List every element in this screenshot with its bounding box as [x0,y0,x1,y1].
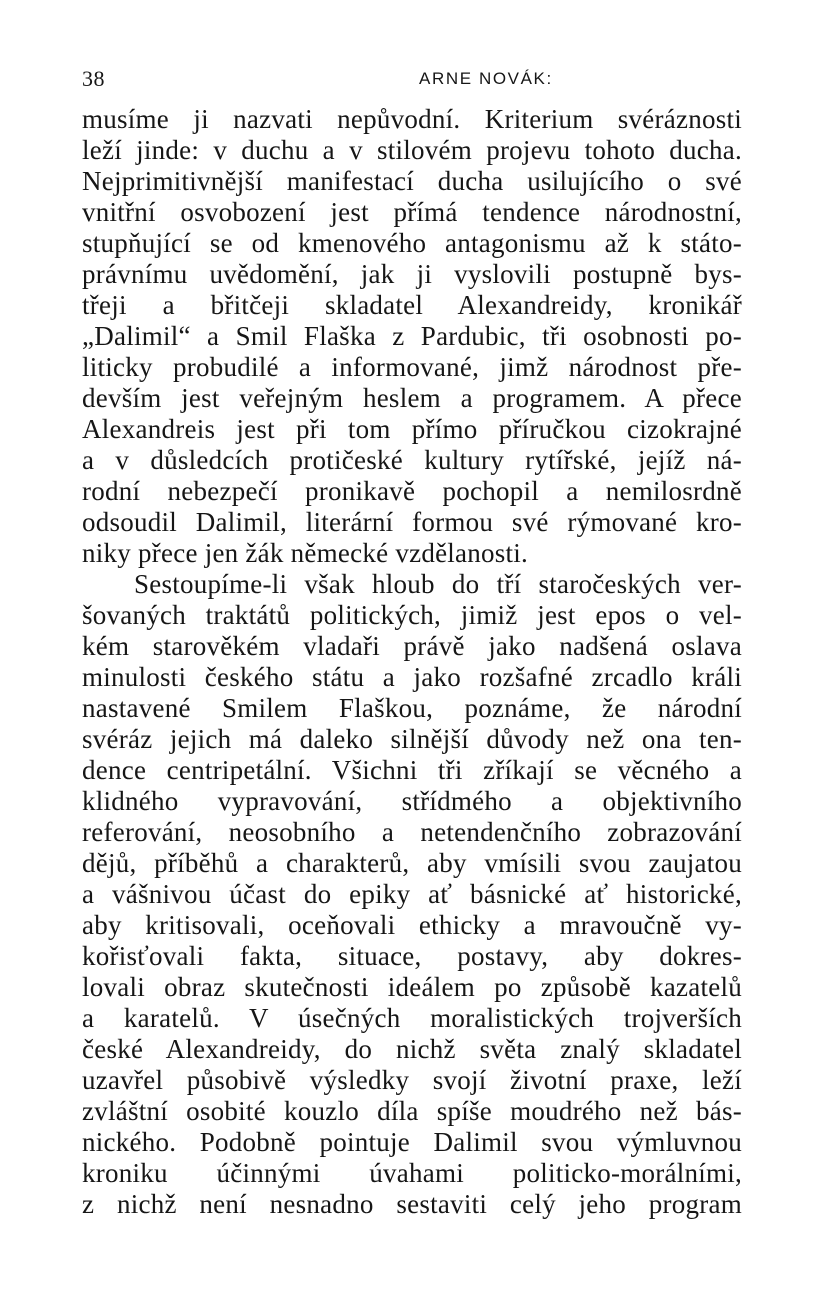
text-line: kém starověkém vladaři právě jako nadšená oslava [82,631,742,661]
text-line: kořisťovali fakta, situace, postavy, aby dokres- [82,941,742,971]
text-line: stupňující se od kmenového antagonismu až k státo- [82,228,742,258]
text-line: „Dalimil“ a Smil Flaška z Pardubic, tři osobnosti po- [82,321,742,351]
text-line: a vášnivou účast do epiky ať básnické ať historické, [82,879,742,909]
text-line: Alexandreis jest při tom přímo příručkou cizokrajné [82,414,742,444]
body-text [82,104,742,1220]
text-line: nického. Podobně pointuje Dalimil svou výmluvnou [82,1127,742,1157]
text-line: devším jest veřejným heslem a programem. A přece [82,383,742,413]
text-line: šovaných traktátů politických, jimiž jest epos o vel- [82,600,742,630]
text-line: svéráz jejich má daleko silnější důvody než ona ten- [82,724,742,754]
text-line: odsoudil Dalimil, literární formou své rýmované kro- [82,507,742,537]
text-line: a v důsledcích protičeské kultury rytířské, jejíž ná- [82,445,742,475]
text-line: nastavené Smilem Flaškou, poznáme, že národní [82,693,742,723]
text-line: vnitřní osvobození jest přímá tendence národnostní, [82,197,742,227]
text-line: musíme ji nazvati nepůvodní. Kriterium svéráznosti [82,104,742,134]
text-line: aby kritisovali, oceňovali ethicky a mravoučně vy- [82,910,742,940]
running-head [82,66,742,92]
text-line: leží jinde: v duchu a v stilovém projevu tohoto ducha. [82,135,742,165]
text-line: minulosti českého státu a jako rozšafné zrcadlo králi [82,662,742,692]
text-line: třeji a břitčeji skladatel Alexandreidy, kronikář [82,290,742,320]
text-line: z nichž není nesnadno sestaviti celý jeho program [82,1189,742,1219]
text-line: dence centripetální. Všichni tři zříkají se věcného a [82,755,742,785]
text-line: liticky probudilé a informované, jimž národnost pře- [82,352,742,382]
text-line: Nejprimitivnější manifestací ducha usilujícího o své [82,166,742,196]
text-line: uzavřel působivě výsledky svojí životní praxe, leží [82,1065,742,1095]
text-line: právnímu uvědomění, jak ji vyslovili postupně bys- [82,259,742,289]
text-line: klidného vypravování, střídmého a objektivního [82,786,742,816]
text-line: lovali obraz skutečnosti ideálem po způsobě kazatelů [82,972,742,1002]
page-number: 38 [82,66,105,91]
text-line: kroniku účinnými úvahami politicko-morálními, [82,1158,742,1188]
text-line: referování, neosobního a netendenčního zobrazování [82,817,742,847]
text-line: zvláštní osobité kouzlo díla spíše moudrého než bás- [82,1096,742,1126]
text-line: a karatelů. V úsečných moralistických trojverších [82,1003,742,1033]
paragraph-first-line: Sestoupíme-li však hloub do tří staročeských ver- [134,569,742,599]
text-line: české Alexandreidy, do nichž světa znalý skladatel [82,1034,742,1064]
paragraph-end-line: niky přece jen žák německé vzdělanosti. [82,538,529,568]
text-line: rodní nebezpečí pronikavě pochopil a nemilosrdně [82,476,742,506]
text-line: dějů, příběhů a charakterů, aby vmísili svou zaujatou [82,848,742,878]
running-title: ARNE NOVÁK: [419,69,553,88]
